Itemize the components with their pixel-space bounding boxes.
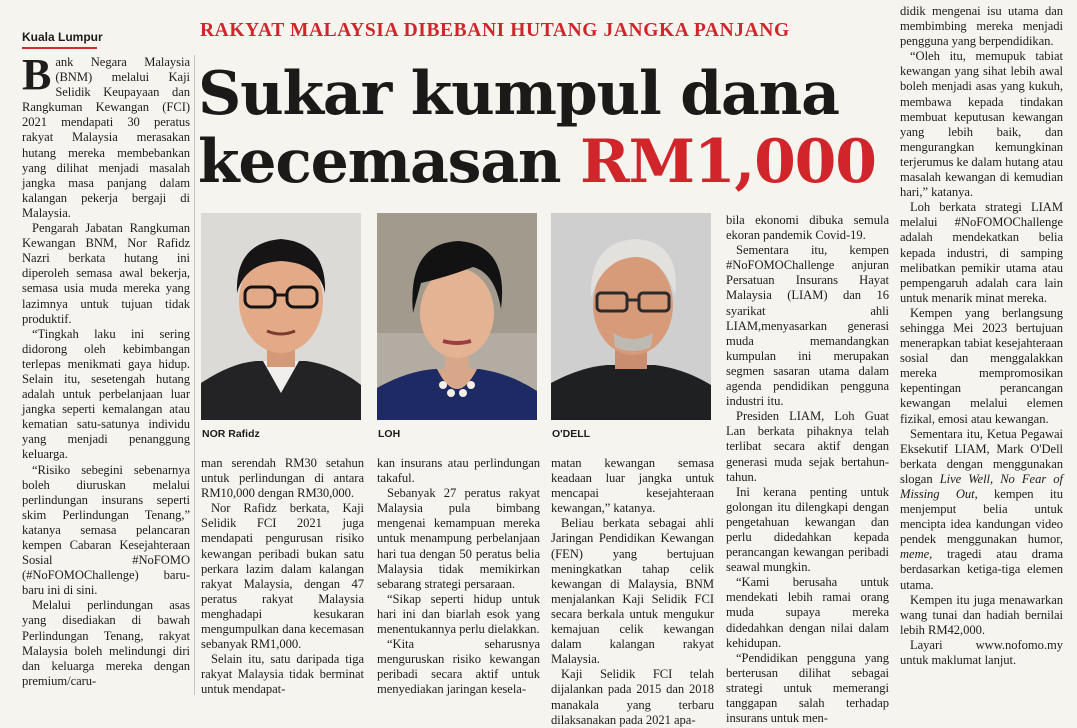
portrait-odell <box>551 213 711 420</box>
headline-line2-prefix: kecemasan <box>198 127 561 197</box>
paragraph: bila ekonomi dibuka semula ekoran pandemik Covid-19. <box>726 213 889 243</box>
column-divider <box>194 55 195 695</box>
paragraph: “Pendidikan pengguna yang berterusan dilihat sebagai strategi untuk memerangi tanggapan salah terhadap insurans untuk men- <box>726 650 889 726</box>
headline-amount: RM1,000 <box>580 127 876 197</box>
paragraph: didik mengenai isu utama dan membimbing mereka menjadi pengguna yang berpendidikan. <box>900 4 1063 49</box>
paragraph: “Kami berusaha untuk mendekati lebih ramai orang muda supaya mereka didedahkan dengan nilai dalam kehidupan. <box>726 575 889 650</box>
kicker: RAKYAT MALAYSIA DIBEBANI HUTANG JANGKA PANJANG <box>200 20 790 41</box>
paragraph: “Risiko sebegini sebenarnya boleh diuruskan melalui perlindungan insurans seperti skim Perlindungan Tenang,” katanya semasa pelancaran kempen Cabaran Kesejahteraan Sosial #NoFOMO (#NoFOMOChallenge) baru-baru ini di sini. <box>22 462 190 598</box>
caption-nor-rafidz: NOR Rafidz <box>202 428 260 440</box>
text-run: , tragedi atau drama berdasarkan ketiga-tiga elemen utama. <box>900 547 1063 592</box>
headline-line2 <box>198 127 876 197</box>
paragraph: “Tingkah laku ini sering didorong oleh kebimbangan terlepas menikmati gaya hidup. Selain itu, sesetengah hutang adalah untuk perbelanjaan luar jangka seperti kemalangan atau kematian satu-satunya individu yang menjadi penanggung keluarga. <box>22 326 190 462</box>
photo-loh <box>377 213 537 420</box>
caption-odell: O'DELL <box>552 428 591 440</box>
paragraph: Melalui perlindungan asas yang disediakan di bawah Perlindungan Tenang, rakyat Malaysia boleh melindungi diri dan keluarga mereka dengan premium/caru- <box>22 598 190 688</box>
paragraph: Sebanyak 27 peratus rakyat Malaysia pula bimbang mengenai kemampuan mereka untuk menampung perbelanjaan hari tua dengan 50 peratus belia Malaysia tidak memikirkan sebarang strategi persaraan. <box>377 486 540 591</box>
paragraph: Presiden LIAM, Loh Guat Lan berkata pihaknya telah terlibat secara aktif dengan generasi muda sejak bertahun-tahun. <box>726 409 889 484</box>
headline-line1: Sukar kumpul dana <box>198 59 839 129</box>
article-column-4 <box>551 456 714 728</box>
article-column-3 <box>377 456 540 698</box>
slogan: Live Well, No Fear of Missing Out <box>900 471 1063 501</box>
paragraph: Ini kerana penting untuk golongan itu dilengkapi dengan pengetahuan kewangan dan perlu didedahkan kepada perancangan kewangan peribadi seawal mungkin. <box>726 484 889 575</box>
article-column-6 <box>900 4 1063 668</box>
text-run: , kempen itu menjemput belia untuk mencipta idea kandungan video pendek menggunakan humor, <box>900 487 1063 547</box>
meme-term: meme <box>900 547 930 562</box>
paragraph: Sementara itu, kempen #NoFOMOChallenge anjuran Persatuan Insurans Hayat Malaysia (LIAM) dan 16 syarikat ahli LIAM,menyasarkan generasi muda memandangkan kumpulan ini merupakan segmen sasaran utama dalam agenda pendidikan pengguna industri itu. <box>726 243 889 409</box>
paragraph: Layari www.nofomo.my untuk maklumat lanjut. <box>900 637 1063 668</box>
paragraph: Beliau berkata sebagai ahli Jaringan Pendidikan Kewangan (FEN) yang bertujuan meningkatkan tahap celik kewangan di Malaysia, BNM menjalankan Kaji Selidik FCI secara berkala untuk mengukur kemajuan celik kewangan dalam kalangan rakyat Malaysia. <box>551 516 714 667</box>
paragraph: man serendah RM30 setahun untuk perlindungan di antara RM10,000 dengan RM30,000. <box>201 456 364 501</box>
dateline-rule <box>22 47 97 49</box>
photo-nor-rafidz <box>201 213 361 420</box>
paragraph: Pengarah Jabatan Rangkuman Kewangan BNM, Nor Rafidz Nazri berkata hutang ini diperoleh semasa awal bekerja, semasa usia muda mereka yang lazimnya untuk tujuan tidak produktif. <box>22 221 190 326</box>
paragraph <box>900 427 1063 593</box>
article-column-1 <box>22 50 190 689</box>
paragraph: Kaji Selidik FCI telah dijalankan pada 2015 dan 2018 manakala yang terbaru dilaksanakan pada 2021 apa- <box>551 667 714 727</box>
paragraph: “Sikap seperti hidup untuk hari ini dan biarlah esok yang menentukannya perlu dielakkan. <box>377 591 540 637</box>
paragraph: “Oleh itu, memupuk tabiat kewangan yang sihat lebih awal boleh menjadi asas yang kukuh, membawa kepada tindakan membuat keputusan kewangan yang lebih baik, dan mengurangkan kemungkinan terjerumus ke dalam hutang atau masalah kewangan di kemudian hari,” katanya. <box>900 49 1063 200</box>
lead-paragraph <box>22 50 190 221</box>
paragraph: Loh berkata strategi LIAM melalui #NoFOMOChallenge adalah mendekatkan belia kepada industri, di samping melibatkan pemikir utama atau pempengaruh adalah cara lain untuk menarik minat mereka. <box>900 200 1063 305</box>
paragraph: kan insurans atau perlindungan takaful. <box>377 456 540 486</box>
article-column-5 <box>726 213 889 726</box>
drop-cap: B <box>22 50 52 99</box>
paragraph: “Kita seharusnya menguruskan risiko kewangan peribadi secara aktif untuk menyediakan jaringan kesela- <box>377 637 540 697</box>
paragraph: Kempen yang berlangsung sehingga Mei 2023 bertujuan menerapkan tabiat kesejahteraan sosial dan menggalakkan mereka mempromosikan kepentingan perancangan kewangan melalui elemen fizikal, emosi atau kewangan. <box>900 305 1063 426</box>
paragraph: ank Negara Malaysia (BNM) melalui Kaji Selidik Keupayaan dan Rangkuman Kewangan (FCI) 2021 mendapati 30 peratus rakyat Malaysia merasakan hutang mereka membebankan yang dilihat menjadi masalah jangka masa panjang dalam kalangan pekerja bergaji di Malaysia. <box>22 55 190 220</box>
portrait-nor-rafidz <box>201 213 361 420</box>
paragraph: matan kewangan semasa keadaan luar jangka untuk mencapai kesejahteraan kewangan,” katanya. <box>551 456 714 516</box>
caption-loh: LOH <box>378 428 401 440</box>
photo-odell <box>551 213 711 420</box>
paragraph: Nor Rafidz berkata, Kaji Selidik FCI 2021 juga mendapati pengurusan risiko kewangan peribadi bukan satu perkara lazim dalam kalangan rakyat Malaysia, dengan 47 peratus rakyat Malaysia menghadapi kesukaran mengumpulkan dana kecemasan sebanyak RM1,000. <box>201 501 364 652</box>
paragraph: Kempen itu juga menawarkan wang tunai dan hadiah bernilai lebih RM42,000. <box>900 592 1063 637</box>
paragraph: Selain itu, satu daripada tiga rakyat Malaysia tidak berminat untuk mendapat- <box>201 652 364 697</box>
text-run: Sementara itu, Ketua Pegawai Eksekutif LIAM, Mark O'Dell berkata dengan menggunakan slogan <box>900 426 1063 486</box>
portrait-loh <box>377 213 537 420</box>
dateline: Kuala Lumpur <box>22 30 103 44</box>
article-column-2 <box>201 456 364 698</box>
